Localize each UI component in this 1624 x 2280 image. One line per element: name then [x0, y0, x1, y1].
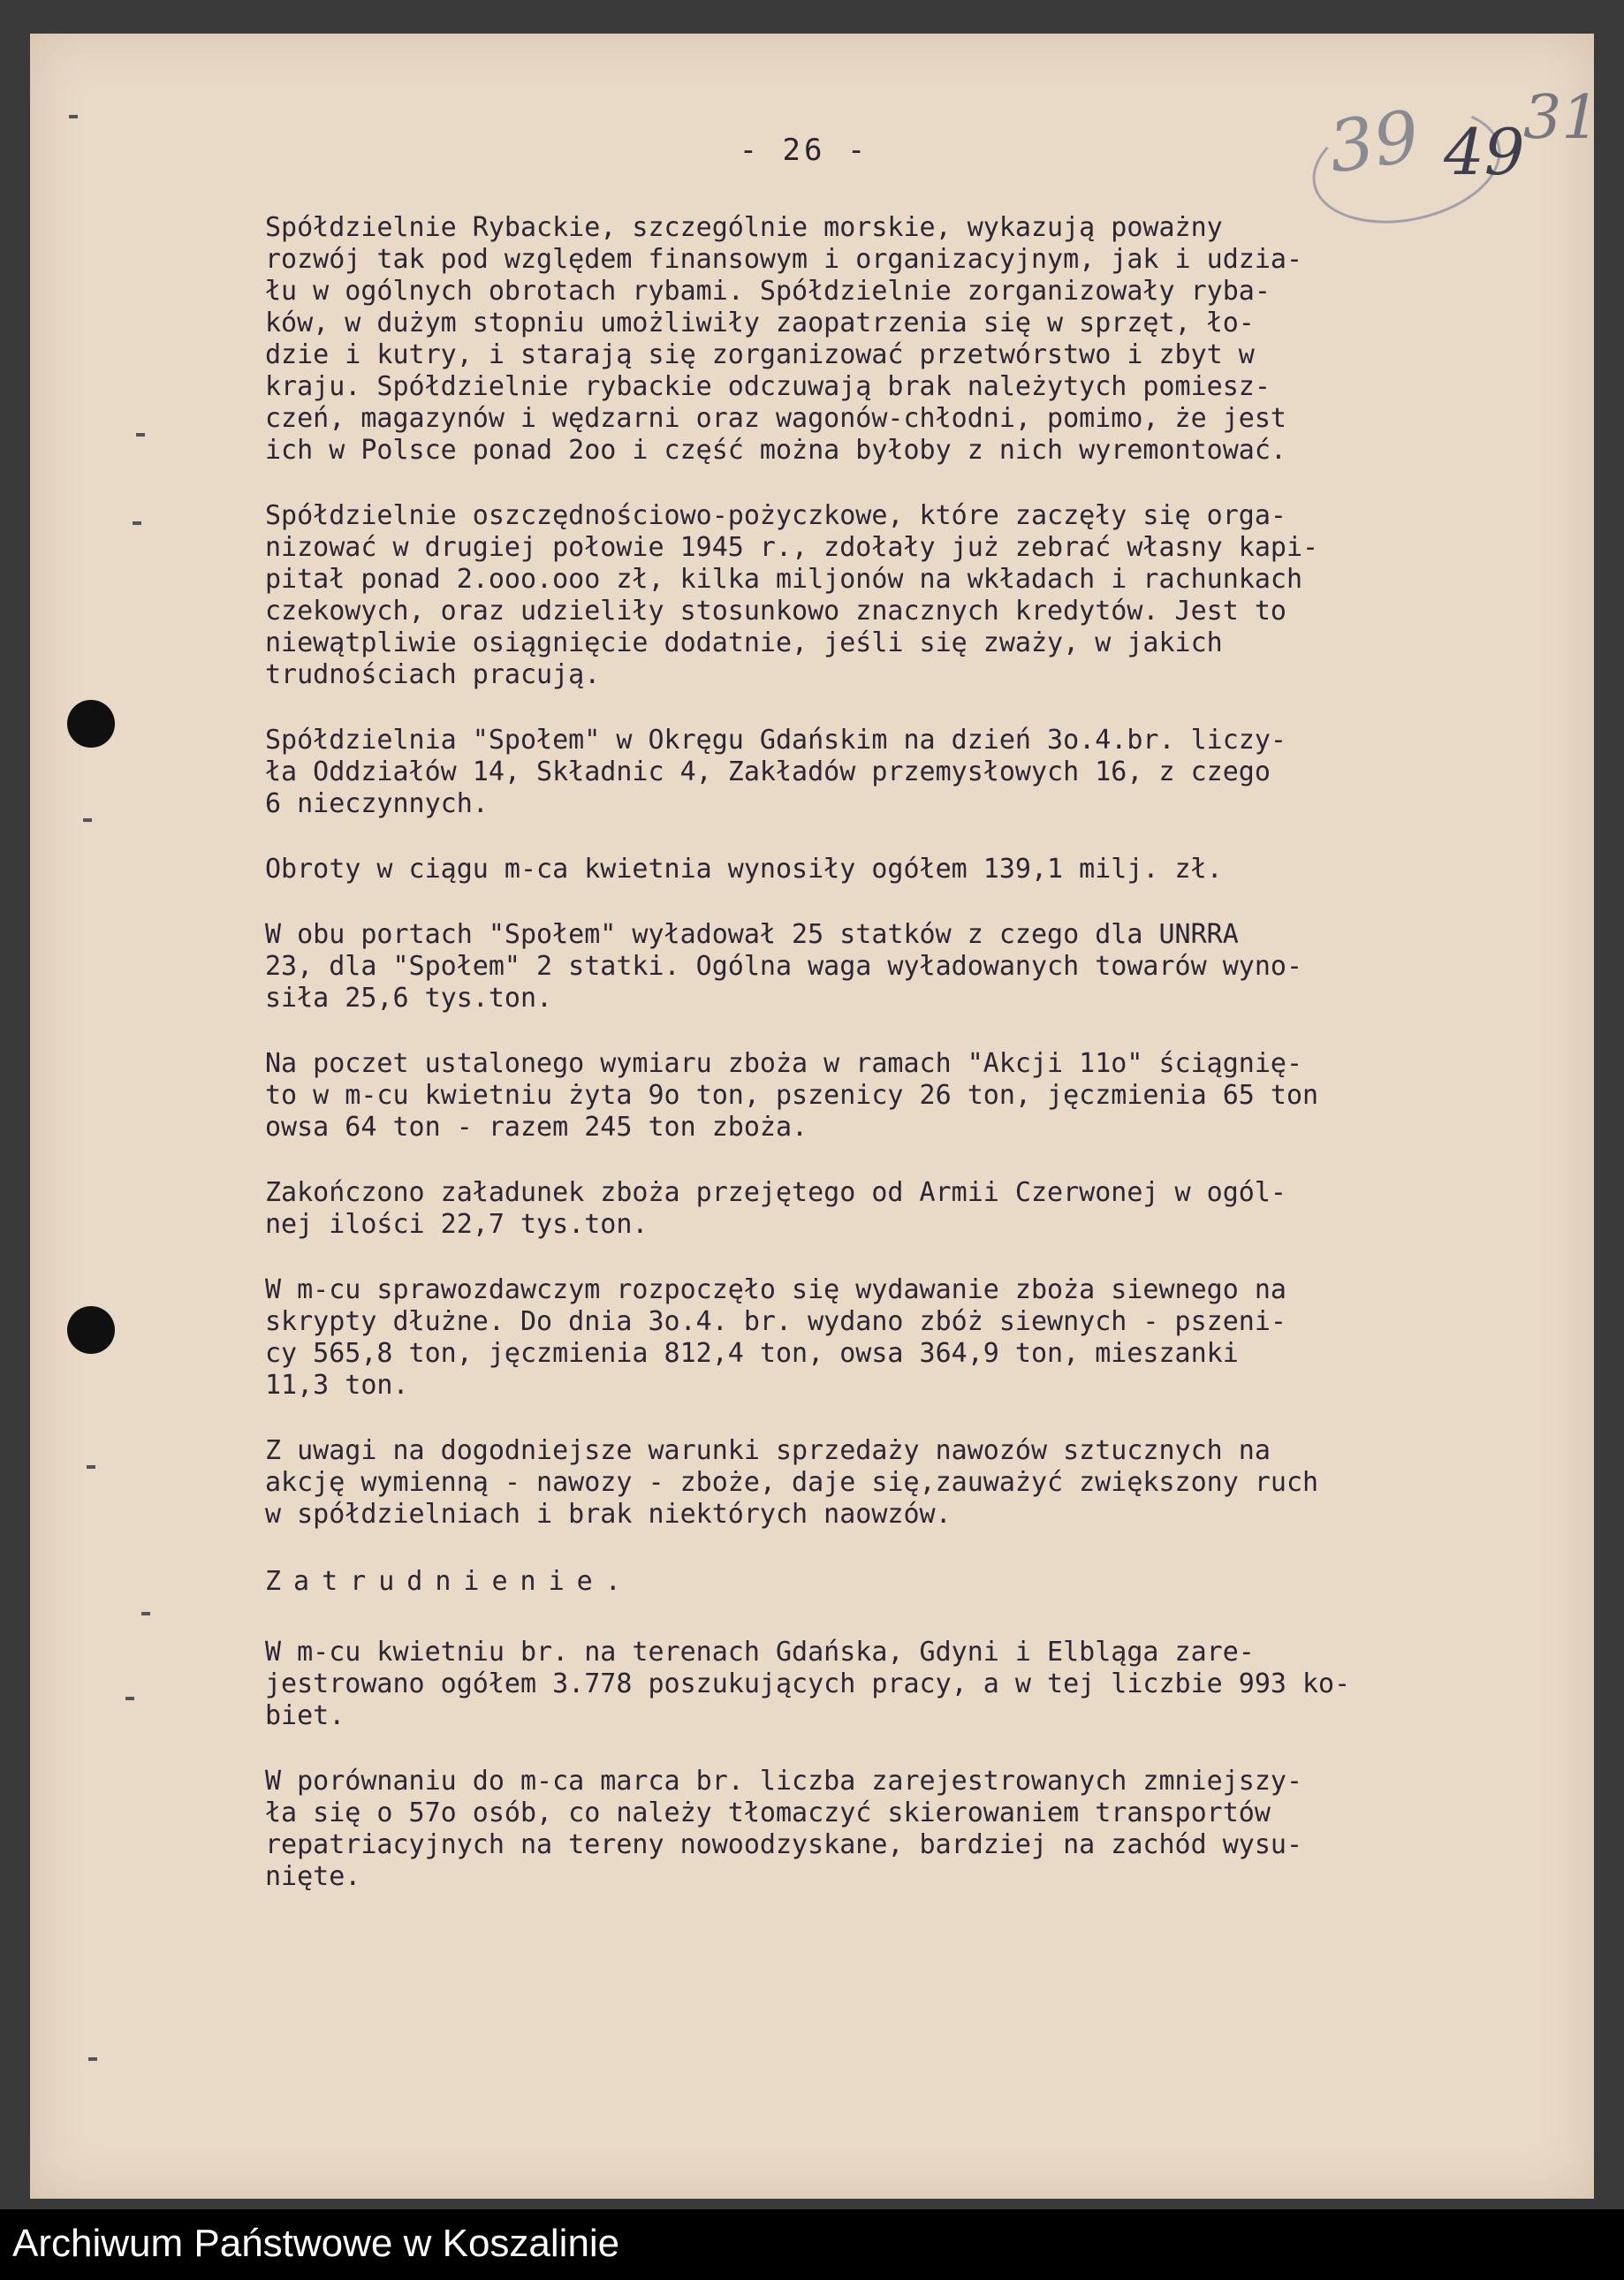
document-body — [265, 212, 1546, 1927]
text-line: W obu portach "Społem" wyładował 25 statków z czego dla UNRRA — [265, 919, 1239, 950]
text-line: repatriacyjnych na tereny nowoodzyskane, bardziej na zachód wysu- — [265, 1829, 1302, 1860]
margin-mark — [69, 115, 78, 118]
margin-mark — [125, 1697, 134, 1700]
text-line: cy 565,8 ton, jęczmienia 812,4 ton, owsa 364,9 ton, mieszanki — [265, 1338, 1239, 1369]
paragraph — [265, 1637, 1546, 1732]
margin-mark — [83, 818, 92, 822]
text-line: Z uwagi na dogodniejsze warunki sprzedaży nawozów sztucznych na — [265, 1435, 1271, 1466]
section-heading: Zatrudnienie. — [265, 1566, 634, 1597]
punch-hole-top — [67, 700, 115, 748]
margin-mark — [141, 1612, 150, 1615]
text-line: trudnościach pracują. — [265, 659, 601, 690]
text-line: ła Oddziałów 14, Składnic 4, Zakładów przemysłowych 16, z czego — [265, 756, 1271, 787]
punch-hole-bottom — [67, 1306, 115, 1354]
margin-mark — [133, 521, 141, 525]
text-line: 6 nieczynnych. — [265, 788, 489, 819]
text-line: łu w ogólnych obrotach rybami. Spółdzielnie zorganizowały ryba- — [265, 276, 1271, 307]
text-line: w spółdzielniach i brak niektórych naowzów. — [265, 1499, 952, 1530]
text-line: Spółdzielnie Rybackie, szczególnie morskie, wykazują poważny — [265, 212, 1223, 243]
text-line: W m-cu sprawozdawczym rozpoczęło się wydawanie zboża siewnego na — [265, 1274, 1286, 1305]
text-line: pitał ponad 2.ooo.ooo zł, kilka miljonów na wkładach i rachunkach — [265, 564, 1302, 595]
text-line: nizować w drugiej połowie 1945 r., zdołały już zebrać własny kapi- — [265, 532, 1319, 563]
text-line: Spółdzielnia "Społem" w Okręgu Gdańskim na dzień 3o.4.br. liczy- — [265, 725, 1286, 756]
text-line: niewątpliwie osiągnięcie dodatnie, jeśli się zważy, w jakich — [265, 627, 1223, 658]
paragraph — [265, 1435, 1546, 1531]
text-line: 23, dla "Społem" 2 statki. Ogólna waga wyładowanych towarów wyno- — [265, 951, 1302, 982]
text-line: ków, w dużym stopniu umożliwiły zaopatrzenia się w sprzęt, ło- — [265, 308, 1255, 338]
text-line: siła 25,6 tys.ton. — [265, 983, 553, 1014]
text-line: rozwój tak pod względem finansowym i organizacyjnym, jak i udzia- — [265, 244, 1302, 275]
paragraph — [265, 1048, 1546, 1144]
text-line: Obroty w ciągu m-ca kwietnia wynosiły ogółem 139,1 milj. zł. — [265, 854, 1223, 885]
text-line: Spółdzielnie oszczędnościowo-pożyczkowe, które zaczęły się orga- — [265, 500, 1286, 531]
text-line: czekowych, oraz udzieliły stosunkowo znacznych kredytów. Jest to — [265, 596, 1286, 627]
text-line: skrypty dłużne. Do dnia 3o.4. br. wydano zbóż siewnych - pszeni- — [265, 1306, 1286, 1337]
paragraph — [265, 1274, 1546, 1402]
handwritten-folio-numbers — [1302, 83, 1620, 224]
text-line: to w m-cu kwietniu żyta 9o ton, pszenicy 26 ton, jęczmienia 65 ton — [265, 1080, 1319, 1111]
archive-footer — [0, 2209, 1624, 2280]
text-line: jestrowano ogółem 3.778 poszukujących pracy, a w tej liczbie 993 ko- — [265, 1668, 1351, 1699]
paragraph — [265, 212, 1546, 467]
paragraph — [265, 500, 1546, 691]
text-line: ła się o 57o osób, co należy tłomaczyć skierowaniem transportów — [265, 1797, 1271, 1828]
paragraph — [265, 854, 1546, 885]
paragraph — [265, 919, 1546, 1015]
text-line: kraju. Spółdzielnie rybackie odczuwają brak należytych pomiesz- — [265, 371, 1271, 402]
paragraph — [265, 725, 1546, 820]
text-line: nięte. — [265, 1861, 361, 1892]
paragraph — [265, 1177, 1546, 1241]
margin-mark — [87, 1465, 95, 1469]
text-line: Zakończono załadunek zboża przejętego od Armii Czerwonej w ogól- — [265, 1177, 1286, 1208]
archive-name: Archiwum Państwowe w Koszalinie — [12, 2222, 620, 2265]
text-line: dzie i kutry, i starają się zorganizować przetwórstwo i zbyt w — [265, 339, 1255, 370]
text-line: Na poczet ustalonego wymiaru zboża w ramach "Akcji 11o" ściągnię- — [265, 1048, 1302, 1079]
handwritten-mark-3: 31 — [1523, 83, 1600, 153]
text-line: czeń, magazynów i wędzarni oraz wagonów-chłodni, pomimo, że jest — [265, 403, 1286, 434]
page-number: - 26 - — [739, 133, 869, 168]
text-line: owsa 64 ton - razem 245 ton zboża. — [265, 1112, 808, 1143]
handwritten-mark-2: 49 — [1444, 115, 1525, 189]
text-line: W m-cu kwietniu br. na terenach Gdańska, Gdyni i Elbląga zare- — [265, 1637, 1255, 1668]
text-line: akcję wymienną - nawozy - zboże, daje się,zauważyć zwiększony ruch — [265, 1467, 1319, 1498]
handwritten-mark-1: 39 — [1324, 95, 1424, 189]
margin-mark — [88, 2057, 97, 2061]
margin-mark — [136, 433, 145, 437]
text-line: biet. — [265, 1700, 345, 1731]
text-line: ich w Polsce ponad 2oo i część można byłoby z nich wyremontować. — [265, 435, 1286, 466]
text-line: 11,3 ton. — [265, 1370, 409, 1401]
paragraph — [265, 1766, 1546, 1893]
text-line: W porównaniu do m-ca marca br. liczba zarejestrowanych zmniejszy- — [265, 1766, 1302, 1797]
text-line: nej ilości 22,7 tys.ton. — [265, 1209, 649, 1240]
